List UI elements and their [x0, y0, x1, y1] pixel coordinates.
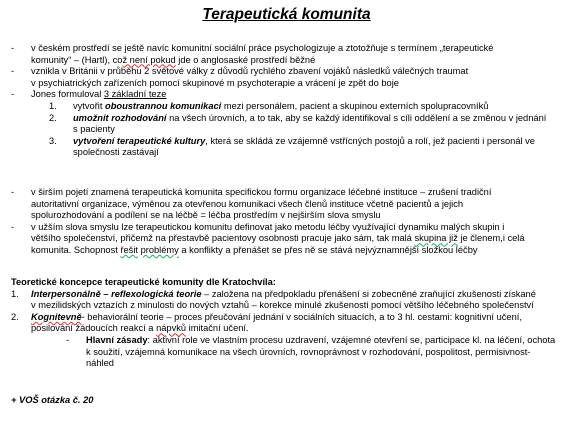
text-line	[0, 124, 573, 136]
text-fragment: posilování žádoucích reakcí a	[31, 323, 157, 334]
text-fragment: na všech úrovních, a to tak, aby se každý identifikoval s cíli oddělení a se změnou v jednání	[166, 112, 547, 123]
bullet-dash: -	[11, 66, 15, 77]
emphasis-text: oboustrannou komunikaci	[105, 100, 222, 111]
text-fragment: a konflikty a přenášet se přes ně se stává nejvýznamnější složkou léčby	[178, 244, 478, 255]
item-number: 1.	[11, 288, 19, 299]
section-3	[0, 277, 573, 370]
text-fragment: mezi personálem, pacient a skupinou externích spolupracovníků	[221, 100, 489, 111]
misspelled-text: ž není pokud	[122, 54, 176, 65]
text-line	[0, 358, 573, 370]
text-line	[0, 245, 573, 257]
text-line: náhled	[86, 358, 114, 369]
text-line	[0, 199, 573, 211]
text-fragment: Jones formuloval	[31, 89, 104, 100]
underlined-text: 3 základní teze	[103, 89, 167, 100]
numbered-item	[0, 312, 573, 324]
text-line: v českém prostředí se ještě navíc komunitní sociální práce psychologizuje a ztotožňuje s termínem „terapeutické	[31, 43, 494, 53]
section-2	[0, 187, 573, 257]
text-line: s pacienty	[73, 124, 115, 135]
text-line	[0, 147, 573, 159]
text-fragment: : aktivní role ve vlastním procesu uzdravení, vzájemné otevření se, participace kl. na léčení, ochota	[147, 334, 556, 345]
bullet-dash: -	[11, 187, 15, 197]
text-line: v mezilidských vztazích z minulosti do nových vztahů – korekce minulé zkušenosti pomocí většího léčebného společenství	[31, 300, 534, 311]
item-number: 2.	[11, 311, 19, 322]
sub-item	[0, 335, 573, 347]
page-title: Terapeutická komunita	[202, 6, 371, 23]
text-line	[0, 233, 573, 245]
list-item	[0, 43, 573, 55]
emphasis-text: Kognitevně	[31, 311, 82, 322]
numbered-item	[0, 113, 573, 125]
text-line: v psychiatrických zařízeních pomocí skupinové m psychoterapie a vrácení je zpět do boje	[31, 77, 399, 88]
text-fragment: – založena na předpokladu přenášení si zobecněné zraňující zkušenosti získané	[201, 288, 536, 299]
text-fragment: jde o anglosaské prostředí běžné	[175, 54, 316, 65]
text-line: autoritativní organizace, výměnou za otevřenou komunikaci všech členů instituce včetně pacientů a jejich	[31, 198, 464, 209]
section-1	[0, 43, 573, 159]
text-line: k soužití, vzájemná komunikace na všech úrovních, rovnoprávnost v rozhodování, pospolitost, permisivnost-	[86, 346, 531, 357]
item-number: 3.	[49, 135, 57, 146]
text-fragment: komunita. Schopnost	[31, 244, 121, 255]
text-line	[0, 300, 573, 312]
text-fragment: komunity“ – (Hartl), co	[31, 54, 123, 65]
numbered-item	[0, 101, 573, 113]
numbered-item	[0, 136, 573, 148]
emphasis-text: umožnit rozhodování	[73, 112, 167, 123]
text-fragment: je členem,i celá	[457, 233, 525, 244]
item-number: 1.	[49, 100, 57, 111]
text-line	[0, 78, 573, 90]
text-line: společnosti zastávají	[73, 147, 159, 158]
text-line	[0, 210, 573, 222]
text-line	[0, 347, 573, 359]
text-line	[0, 55, 573, 67]
grammar-flagged-text: skupina již	[414, 233, 458, 244]
section-heading	[0, 277, 573, 289]
footer-text: + VOŠ otázka č. 20	[11, 395, 94, 405]
bullet-dash: -	[11, 221, 15, 232]
item-number: 2.	[49, 112, 57, 123]
text-fragment: , která se skládá ze vzájemně vstřícných postojů a rolí, jež pacienti i personál ve	[205, 135, 535, 146]
text-fragment: většího společenství, přičemž na přestavbě pacientovy osobnosti pracuje jako sám, tak malá	[31, 233, 415, 244]
list-item	[0, 222, 573, 234]
text-fragment: imitační učení.	[186, 323, 249, 334]
list-item	[0, 66, 573, 78]
bullet-dash: -	[66, 334, 70, 345]
emphasis-text: Hlavní zásady	[86, 334, 148, 345]
misspelled-text: nápvků	[156, 323, 187, 334]
text-line: v užším slova smyslu lze terapeutickou komunitu definovat jako metodu léčby využívající dynamiku malých skupin i	[31, 221, 505, 232]
text-line: vznikla v Británii v průběhu 2 světové války z důvodů rychlého zbavení vojáků následků válečných traumat	[31, 66, 469, 77]
heading-text: Teoretické koncepce terapeutické komunity dle Kratochvíla:	[11, 277, 276, 287]
text-line: v širším pojetí znamená terapeutická komunita specifickou formu organizace léčebné instituce – zrušení tradiční	[31, 187, 492, 197]
emphasis-text: vytvoření terapeutické kultury	[73, 135, 206, 146]
grammar-flagged-text: řešit	[120, 244, 138, 255]
emphasis-text: Interpersonálně – reflexologická teorie	[31, 288, 202, 299]
bullet-dash: -	[11, 43, 15, 53]
text-line: spolurozhodování a podílení se na léčbě = léčba prostředím v nejširším slova smyslu	[31, 210, 381, 221]
footer-note	[0, 395, 573, 407]
text-fragment: - behaviorální teorie – proces přeučování jednání v sociálních situacích, a to 3 hl. cestami: kognitivní učení,	[81, 311, 522, 322]
text-line	[0, 323, 573, 335]
numbered-item	[0, 289, 573, 301]
grammar-flagged-text: problémy	[140, 244, 179, 255]
list-item	[0, 187, 573, 199]
list-item	[0, 89, 573, 101]
bullet-dash: -	[11, 89, 15, 100]
text-fragment: vytvořit	[73, 100, 106, 111]
